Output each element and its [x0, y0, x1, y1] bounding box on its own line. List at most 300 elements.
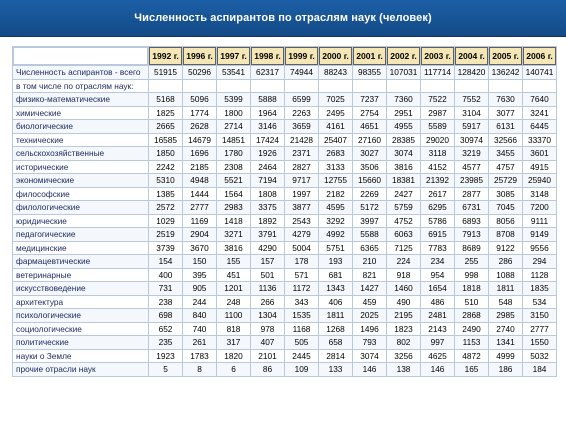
year-header: 1998 г.	[251, 47, 284, 65]
table-cell: 2519	[149, 228, 182, 241]
table-cell: 1825	[149, 107, 182, 120]
table-cell: 4161	[319, 120, 352, 133]
table-cell: 14851	[217, 134, 250, 147]
table-row	[13, 147, 556, 160]
table-cell: 317	[217, 336, 250, 349]
table-cell: 2985	[489, 309, 522, 322]
table-cell: 5751	[319, 242, 352, 255]
table-cell: 998	[455, 269, 488, 282]
year-header: 1997 г.	[217, 47, 250, 65]
table-cell: 3074	[387, 147, 420, 160]
table-cell: 2572	[149, 201, 182, 214]
table-row	[13, 255, 556, 268]
table-cell: 7125	[387, 242, 420, 255]
table-cell: 3877	[285, 201, 318, 214]
row-label: Численность аспирантов - всего	[13, 66, 148, 79]
table-cell: 652	[149, 323, 182, 336]
table-cell: 7640	[523, 93, 556, 106]
table-cell: 224	[387, 255, 420, 268]
table-row	[13, 66, 556, 79]
table-cell: 107031	[387, 66, 420, 79]
table-row	[13, 174, 556, 187]
table-cell: 3085	[489, 188, 522, 201]
table-cell: 9717	[285, 174, 318, 187]
table-cell: 1850	[149, 147, 182, 160]
table-cell: 3375	[251, 201, 284, 214]
table-cell	[421, 80, 454, 93]
table-row	[13, 228, 556, 241]
table-cell: 2754	[353, 107, 386, 120]
table-cell: 8689	[455, 242, 488, 255]
table-cell: 2683	[319, 147, 352, 160]
table-body	[13, 66, 556, 376]
year-header: 2004 г.	[455, 47, 488, 65]
table-cell: 2308	[217, 161, 250, 174]
table-cell: 2951	[387, 107, 420, 120]
row-label: исторические	[13, 161, 148, 174]
table-cell: 294	[523, 255, 556, 268]
table-cell: 21392	[421, 174, 454, 187]
table-cell: 407	[251, 336, 284, 349]
table-cell: 490	[387, 296, 420, 309]
table-row	[13, 188, 556, 201]
table-cell: 1172	[285, 282, 318, 295]
table-cell: 2777	[183, 201, 216, 214]
row-label: педагогические	[13, 228, 148, 241]
row-label: ветеринарные	[13, 269, 148, 282]
table-cell: 2195	[387, 309, 420, 322]
table-cell: 3219	[455, 147, 488, 160]
table-cell: 32566	[489, 134, 522, 147]
row-label: химические	[13, 107, 148, 120]
table-cell: 50296	[183, 66, 216, 79]
table-cell: 16585	[149, 134, 182, 147]
table-cell: 14679	[183, 134, 216, 147]
page-title: Численность аспирантов по отраслям наук (человек)	[134, 12, 432, 24]
table-row	[13, 134, 556, 147]
table-cell: 1153	[455, 336, 488, 349]
table-cell: 248	[217, 296, 250, 309]
postgraduates-table	[12, 46, 557, 377]
table-cell: 210	[353, 255, 386, 268]
table-cell: 25940	[523, 174, 556, 187]
table-cell: 740	[183, 323, 216, 336]
table-cell: 23985	[455, 174, 488, 187]
table-cell	[523, 80, 556, 93]
table-cell: 7360	[387, 93, 420, 106]
table-cell: 6599	[285, 93, 318, 106]
year-header: 1992 г.	[149, 47, 182, 65]
table-cell: 4915	[523, 161, 556, 174]
row-label: политические	[13, 336, 148, 349]
table-cell: 2714	[217, 120, 250, 133]
table-cell: 33370	[523, 134, 556, 147]
table-cell: 1780	[217, 147, 250, 160]
table-cell: 29020	[421, 134, 454, 147]
year-header: 2002 г.	[387, 47, 420, 65]
table-header-row	[13, 47, 556, 65]
table-cell	[353, 80, 386, 93]
table-cell: 400	[149, 269, 182, 282]
table-cell: 3146	[251, 120, 284, 133]
table-cell: 5759	[387, 201, 420, 214]
table-cell: 238	[149, 296, 182, 309]
table-cell: 6295	[421, 201, 454, 214]
table-row	[13, 242, 556, 255]
table-row	[13, 161, 556, 174]
table-cell: 193	[319, 255, 352, 268]
table-cell: 6893	[455, 215, 488, 228]
table-cell: 5589	[421, 120, 454, 133]
table-cell: 2445	[285, 350, 318, 363]
table-cell: 2427	[387, 188, 420, 201]
table-cell: 3256	[387, 350, 420, 363]
table-row	[13, 309, 556, 322]
table-cell: 128420	[455, 66, 488, 79]
table-cell: 1783	[183, 350, 216, 363]
table-cell: 406	[319, 296, 352, 309]
table-row	[13, 80, 556, 93]
table-cell: 1169	[183, 215, 216, 228]
table-cell: 1385	[149, 188, 182, 201]
table-cell: 6445	[523, 120, 556, 133]
table-cell: 117714	[421, 66, 454, 79]
table-cell: 7630	[489, 93, 522, 106]
table-cell: 7552	[455, 93, 488, 106]
table-cell: 395	[183, 269, 216, 282]
table-cell: 802	[387, 336, 420, 349]
table-cell: 1926	[251, 147, 284, 160]
table-cell: 4872	[455, 350, 488, 363]
table-cell: 1823	[387, 323, 420, 336]
table-cell: 1029	[149, 215, 182, 228]
table-cell: 51915	[149, 66, 182, 79]
table-cell: 4757	[489, 161, 522, 174]
table-cell: 1100	[217, 309, 250, 322]
table-cell: 146	[353, 363, 386, 376]
table-cell: 501	[251, 269, 284, 282]
table-cell: 3292	[319, 215, 352, 228]
table-cell: 3074	[353, 350, 386, 363]
table-cell: 88243	[319, 66, 352, 79]
year-header: 2003 г.	[421, 47, 454, 65]
table-cell: 5588	[353, 228, 386, 241]
table-cell: 178	[285, 255, 318, 268]
table-row	[13, 336, 556, 349]
table-cell: 1535	[285, 309, 318, 322]
table-cell: 7045	[489, 201, 522, 214]
table-cell: 2495	[319, 107, 352, 120]
table-cell: 7913	[455, 228, 488, 241]
table-cell: 53541	[217, 66, 250, 79]
table-row	[13, 269, 556, 282]
table-cell: 5096	[183, 93, 216, 106]
row-label: социологические	[13, 323, 148, 336]
table-cell: 4290	[251, 242, 284, 255]
row-label: филологические	[13, 201, 148, 214]
table-cell: 1341	[489, 336, 522, 349]
table-cell: 3659	[285, 120, 318, 133]
table-cell: 7237	[353, 93, 386, 106]
table-cell: 821	[353, 269, 386, 282]
table-cell: 1808	[251, 188, 284, 201]
table-cell	[387, 80, 420, 93]
table-cell: 12755	[319, 174, 352, 187]
table-cell: 510	[455, 296, 488, 309]
table-cell: 658	[319, 336, 352, 349]
table-cell: 235	[149, 336, 182, 349]
table-cell: 4752	[387, 215, 420, 228]
table-cell: 2143	[421, 323, 454, 336]
table-cell: 534	[523, 296, 556, 309]
row-label: экономические	[13, 174, 148, 187]
table-cell: 3104	[455, 107, 488, 120]
year-header: 2005 г.	[489, 47, 522, 65]
row-label: физико-математические	[13, 93, 148, 106]
table-cell: 165	[455, 363, 488, 376]
table-cell: 1811	[319, 309, 352, 322]
table-cell: 571	[285, 269, 318, 282]
table-cell: 1460	[387, 282, 420, 295]
table-cell: 3027	[353, 147, 386, 160]
row-label: философские	[13, 188, 148, 201]
table-cell: 109	[285, 363, 318, 376]
table-cell: 3997	[353, 215, 386, 228]
table-cell: 3506	[353, 161, 386, 174]
table-cell: 9111	[523, 215, 556, 228]
table-cell: 343	[285, 296, 318, 309]
table-cell: 2263	[285, 107, 318, 120]
table-cell: 7194	[251, 174, 284, 187]
table-cell: 7783	[421, 242, 454, 255]
table-cell: 2025	[353, 309, 386, 322]
table-cell: 8	[183, 363, 216, 376]
row-label: биологические	[13, 120, 148, 133]
table-cell: 1496	[353, 323, 386, 336]
year-header: 1999 г.	[285, 47, 318, 65]
table-cell: 3241	[523, 107, 556, 120]
table-cell: 4948	[183, 174, 216, 187]
table-cell: 150	[183, 255, 216, 268]
table-cell: 1800	[217, 107, 250, 120]
table-cell: 3455	[489, 147, 522, 160]
table-cell: 1774	[183, 107, 216, 120]
year-header: 2006 г.	[523, 47, 556, 65]
row-label: технические	[13, 134, 148, 147]
table-cell: 3601	[523, 147, 556, 160]
table-cell: 234	[421, 255, 454, 268]
table-cell: 4999	[489, 350, 522, 363]
table-cell: 17424	[251, 134, 284, 147]
table-cell: 74944	[285, 66, 318, 79]
table-cell	[285, 80, 318, 93]
table-cell	[149, 80, 182, 93]
table-cell: 1088	[489, 269, 522, 282]
table-cell: 6063	[387, 228, 420, 241]
table-cell	[319, 80, 352, 93]
table-cell: 5	[149, 363, 182, 376]
table-cell: 28385	[387, 134, 420, 147]
table-cell: 2983	[217, 201, 250, 214]
table-cell: 133	[319, 363, 352, 376]
table-cell: 1418	[217, 215, 250, 228]
table-cell: 7025	[319, 93, 352, 106]
table-cell	[251, 80, 284, 93]
table-cell: 5168	[149, 93, 182, 106]
table-cell: 2628	[183, 120, 216, 133]
table-cell: 3148	[523, 188, 556, 201]
table-cell: 2868	[455, 309, 488, 322]
table-cell: 5310	[149, 174, 182, 187]
table-cell: 186	[489, 363, 522, 376]
table-cell: 157	[251, 255, 284, 268]
table-cell: 3133	[319, 161, 352, 174]
table-cell	[489, 80, 522, 93]
table-cell: 1811	[489, 282, 522, 295]
table-cell: 5032	[523, 350, 556, 363]
table-cell: 3791	[251, 228, 284, 241]
table-cell: 818	[217, 323, 250, 336]
row-label: психологические	[13, 309, 148, 322]
table-cell: 3739	[149, 242, 182, 255]
table-row	[13, 93, 556, 106]
row-label: прочие отрасли наук	[13, 363, 148, 376]
table-cell: 136242	[489, 66, 522, 79]
table-cell: 5917	[455, 120, 488, 133]
table-row	[13, 201, 556, 214]
table-cell: 698	[149, 309, 182, 322]
table-corner-cell	[13, 47, 148, 65]
row-label: сельскохозяйственные	[13, 147, 148, 160]
table-cell: 8708	[489, 228, 522, 241]
table-cell: 2987	[421, 107, 454, 120]
table-cell: 138	[387, 363, 420, 376]
table-cell: 2481	[421, 309, 454, 322]
table-cell: 2777	[523, 323, 556, 336]
table-cell: 184	[523, 363, 556, 376]
row-label: в том числе по отраслям наук:	[13, 80, 148, 93]
table-cell: 25729	[489, 174, 522, 187]
table-cell: 7200	[523, 201, 556, 214]
table-cell: 261	[183, 336, 216, 349]
table-cell: 6365	[353, 242, 386, 255]
table-cell: 5521	[217, 174, 250, 187]
table-cell: 1343	[319, 282, 352, 295]
table-cell: 8056	[489, 215, 522, 228]
row-label: медицинские	[13, 242, 148, 255]
table-cell: 1820	[217, 350, 250, 363]
table-cell: 997	[421, 336, 454, 349]
table-cell: 1696	[183, 147, 216, 160]
table-cell: 9122	[489, 242, 522, 255]
table-cell: 1136	[251, 282, 284, 295]
table-cell: 4992	[319, 228, 352, 241]
table-cell: 1964	[251, 107, 284, 120]
table-cell: 1564	[217, 188, 250, 201]
table-cell: 98355	[353, 66, 386, 79]
table-cell: 486	[421, 296, 454, 309]
row-label: искусствоведение	[13, 282, 148, 295]
table-row	[13, 363, 556, 376]
table-cell: 3118	[421, 147, 454, 160]
table-cell	[455, 80, 488, 93]
table-cell: 1128	[523, 269, 556, 282]
table-cell: 978	[251, 323, 284, 336]
table-cell: 27160	[353, 134, 386, 147]
table-cell: 4577	[455, 161, 488, 174]
table-cell: 1818	[455, 282, 488, 295]
table-cell: 1654	[421, 282, 454, 295]
table-row	[13, 323, 556, 336]
table-cell: 1550	[523, 336, 556, 349]
table-cell: 9556	[523, 242, 556, 255]
table-cell: 3077	[489, 107, 522, 120]
table-cell: 731	[149, 282, 182, 295]
table-cell: 7522	[421, 93, 454, 106]
table-cell: 1427	[353, 282, 386, 295]
table-container	[12, 46, 557, 377]
table-row	[13, 282, 556, 295]
table-cell: 30974	[455, 134, 488, 147]
table-cell: 2242	[149, 161, 182, 174]
table-cell: 154	[149, 255, 182, 268]
table-cell: 4595	[319, 201, 352, 214]
table-cell: 1201	[217, 282, 250, 295]
table-cell: 459	[353, 296, 386, 309]
year-header: 1996 г.	[183, 47, 216, 65]
table-cell: 4152	[421, 161, 454, 174]
table-row	[13, 215, 556, 228]
table-cell: 954	[421, 269, 454, 282]
table-cell: 1835	[523, 282, 556, 295]
table-cell: 244	[183, 296, 216, 309]
table-cell: 6915	[421, 228, 454, 241]
table-cell: 86	[251, 363, 284, 376]
table-cell: 3670	[183, 242, 216, 255]
table-cell: 2101	[251, 350, 284, 363]
row-label: науки о Земле	[13, 350, 148, 363]
row-label: архитектура	[13, 296, 148, 309]
table-cell: 1997	[285, 188, 318, 201]
table-cell: 1923	[149, 350, 182, 363]
table-cell: 286	[489, 255, 522, 268]
table-cell: 6131	[489, 120, 522, 133]
table-cell: 62317	[251, 66, 284, 79]
table-cell: 2740	[489, 323, 522, 336]
table-cell: 1168	[285, 323, 318, 336]
table-cell: 155	[217, 255, 250, 268]
table-cell: 4279	[285, 228, 318, 241]
table-cell: 2185	[183, 161, 216, 174]
table-cell: 505	[285, 336, 318, 349]
table-cell: 2543	[285, 215, 318, 228]
table-cell: 793	[353, 336, 386, 349]
table-cell: 2269	[353, 188, 386, 201]
table-cell: 6731	[455, 201, 488, 214]
table-cell: 18381	[387, 174, 420, 187]
table-cell: 3150	[523, 309, 556, 322]
table-cell: 4625	[421, 350, 454, 363]
table-row	[13, 350, 556, 363]
table-cell: 840	[183, 309, 216, 322]
row-label: фармацевтические	[13, 255, 148, 268]
table-row	[13, 296, 556, 309]
table-cell: 3816	[217, 242, 250, 255]
table-cell: 2827	[285, 161, 318, 174]
table-cell: 2877	[455, 188, 488, 201]
table-cell: 5786	[421, 215, 454, 228]
table-cell: 5399	[217, 93, 250, 106]
